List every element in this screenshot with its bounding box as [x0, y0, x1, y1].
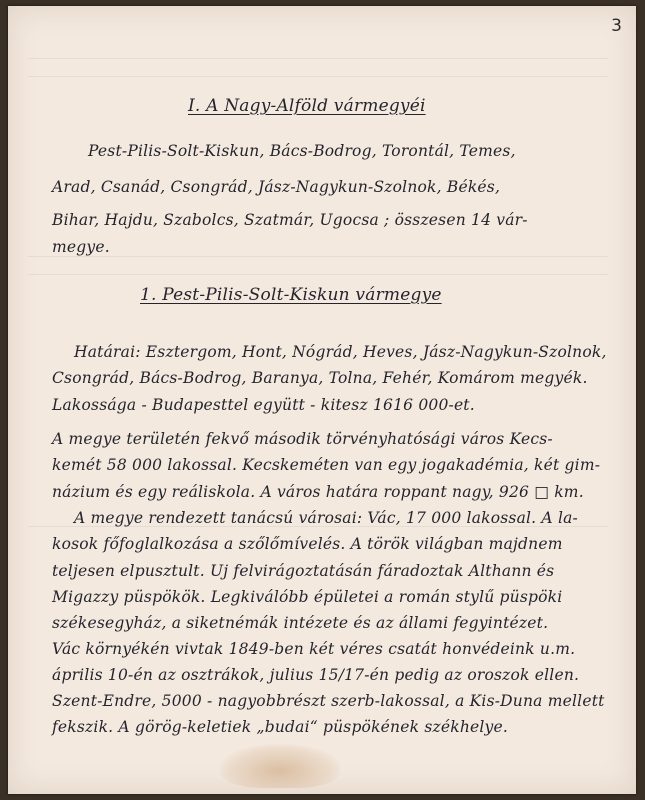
body-line: názium és egy reáliskola. A város határa roppant nagy, 926 □ km. [52, 483, 584, 501]
intro-line: Pest-Pilis-Solt-Kiskun, Bács-Bodrog, Torontál, Temes, [88, 142, 516, 160]
bleed-through-line [28, 274, 608, 275]
bleed-through-line [28, 256, 608, 257]
bleed-through-line [28, 58, 608, 59]
body-line: április 10-én az osztrákok, julius 15/17-én pedig az oroszok ellen. [52, 666, 580, 684]
document-page [8, 6, 636, 794]
body-line: A megye területén fekvő második törvényhatósági város Kecs- [52, 430, 553, 448]
bleed-through-line [28, 76, 608, 77]
page-number: 3 [611, 16, 622, 36]
body-line: kemét 58 000 lakossal. Kecskeméten van egy jogakadémia, két gim- [52, 456, 601, 474]
body-line: A megye rendezett tanácsú városai: Vác, 17 000 lakossal. A la- [74, 509, 578, 527]
page-title: I. A Nagy-Alföld vármegyéi [188, 96, 426, 116]
water-stain [220, 744, 340, 788]
intro-line: Bihar, Hajdu, Szabolcs, Szatmár, Ugocsa ; összesen 14 vár- [52, 211, 528, 229]
body-line: székesegyház, a siketnémák intézete és az állami fegyintézet. [52, 614, 549, 632]
body-line: Migazzy püspökök. Legkiválóbb épületei a román stylű püspöki [52, 588, 563, 606]
body-line: teljesen elpusztult. Uj felvirágoztatásán fáradoztak Althann és [52, 562, 555, 580]
intro-line: megye. [52, 238, 110, 256]
body-line: kosok főfoglalkozása a szőlőmívelés. A török világban majdnem [52, 535, 563, 553]
body-line: Vác környékén vivtak 1849-ben két véres csatát honvédeink u.m. [52, 640, 576, 658]
section-title: 1. Pest-Pilis-Solt-Kiskun vármegye [140, 285, 442, 305]
body-line: Határai: Esztergom, Hont, Nógrád, Heves, Jász-Nagykun-Szolnok, [74, 343, 607, 361]
body-line: Szent-Endre, 5000 - nagyobbrészt szerb-lakossal, a Kis-Duna mellett [52, 692, 605, 710]
body-line: Csongrád, Bács-Bodrog, Baranya, Tolna, Fehér, Komárom megyék. [52, 369, 588, 387]
body-line: fekszik. A görög-keletiek „budai“ püspökének székhelye. [52, 718, 508, 736]
intro-line: Arad, Csanád, Csongrád, Jász-Nagykun-Szolnok, Békés, [52, 178, 501, 196]
body-line: Lakossága - Budapesttel együtt - kitesz 1616 000-et. [52, 396, 475, 414]
